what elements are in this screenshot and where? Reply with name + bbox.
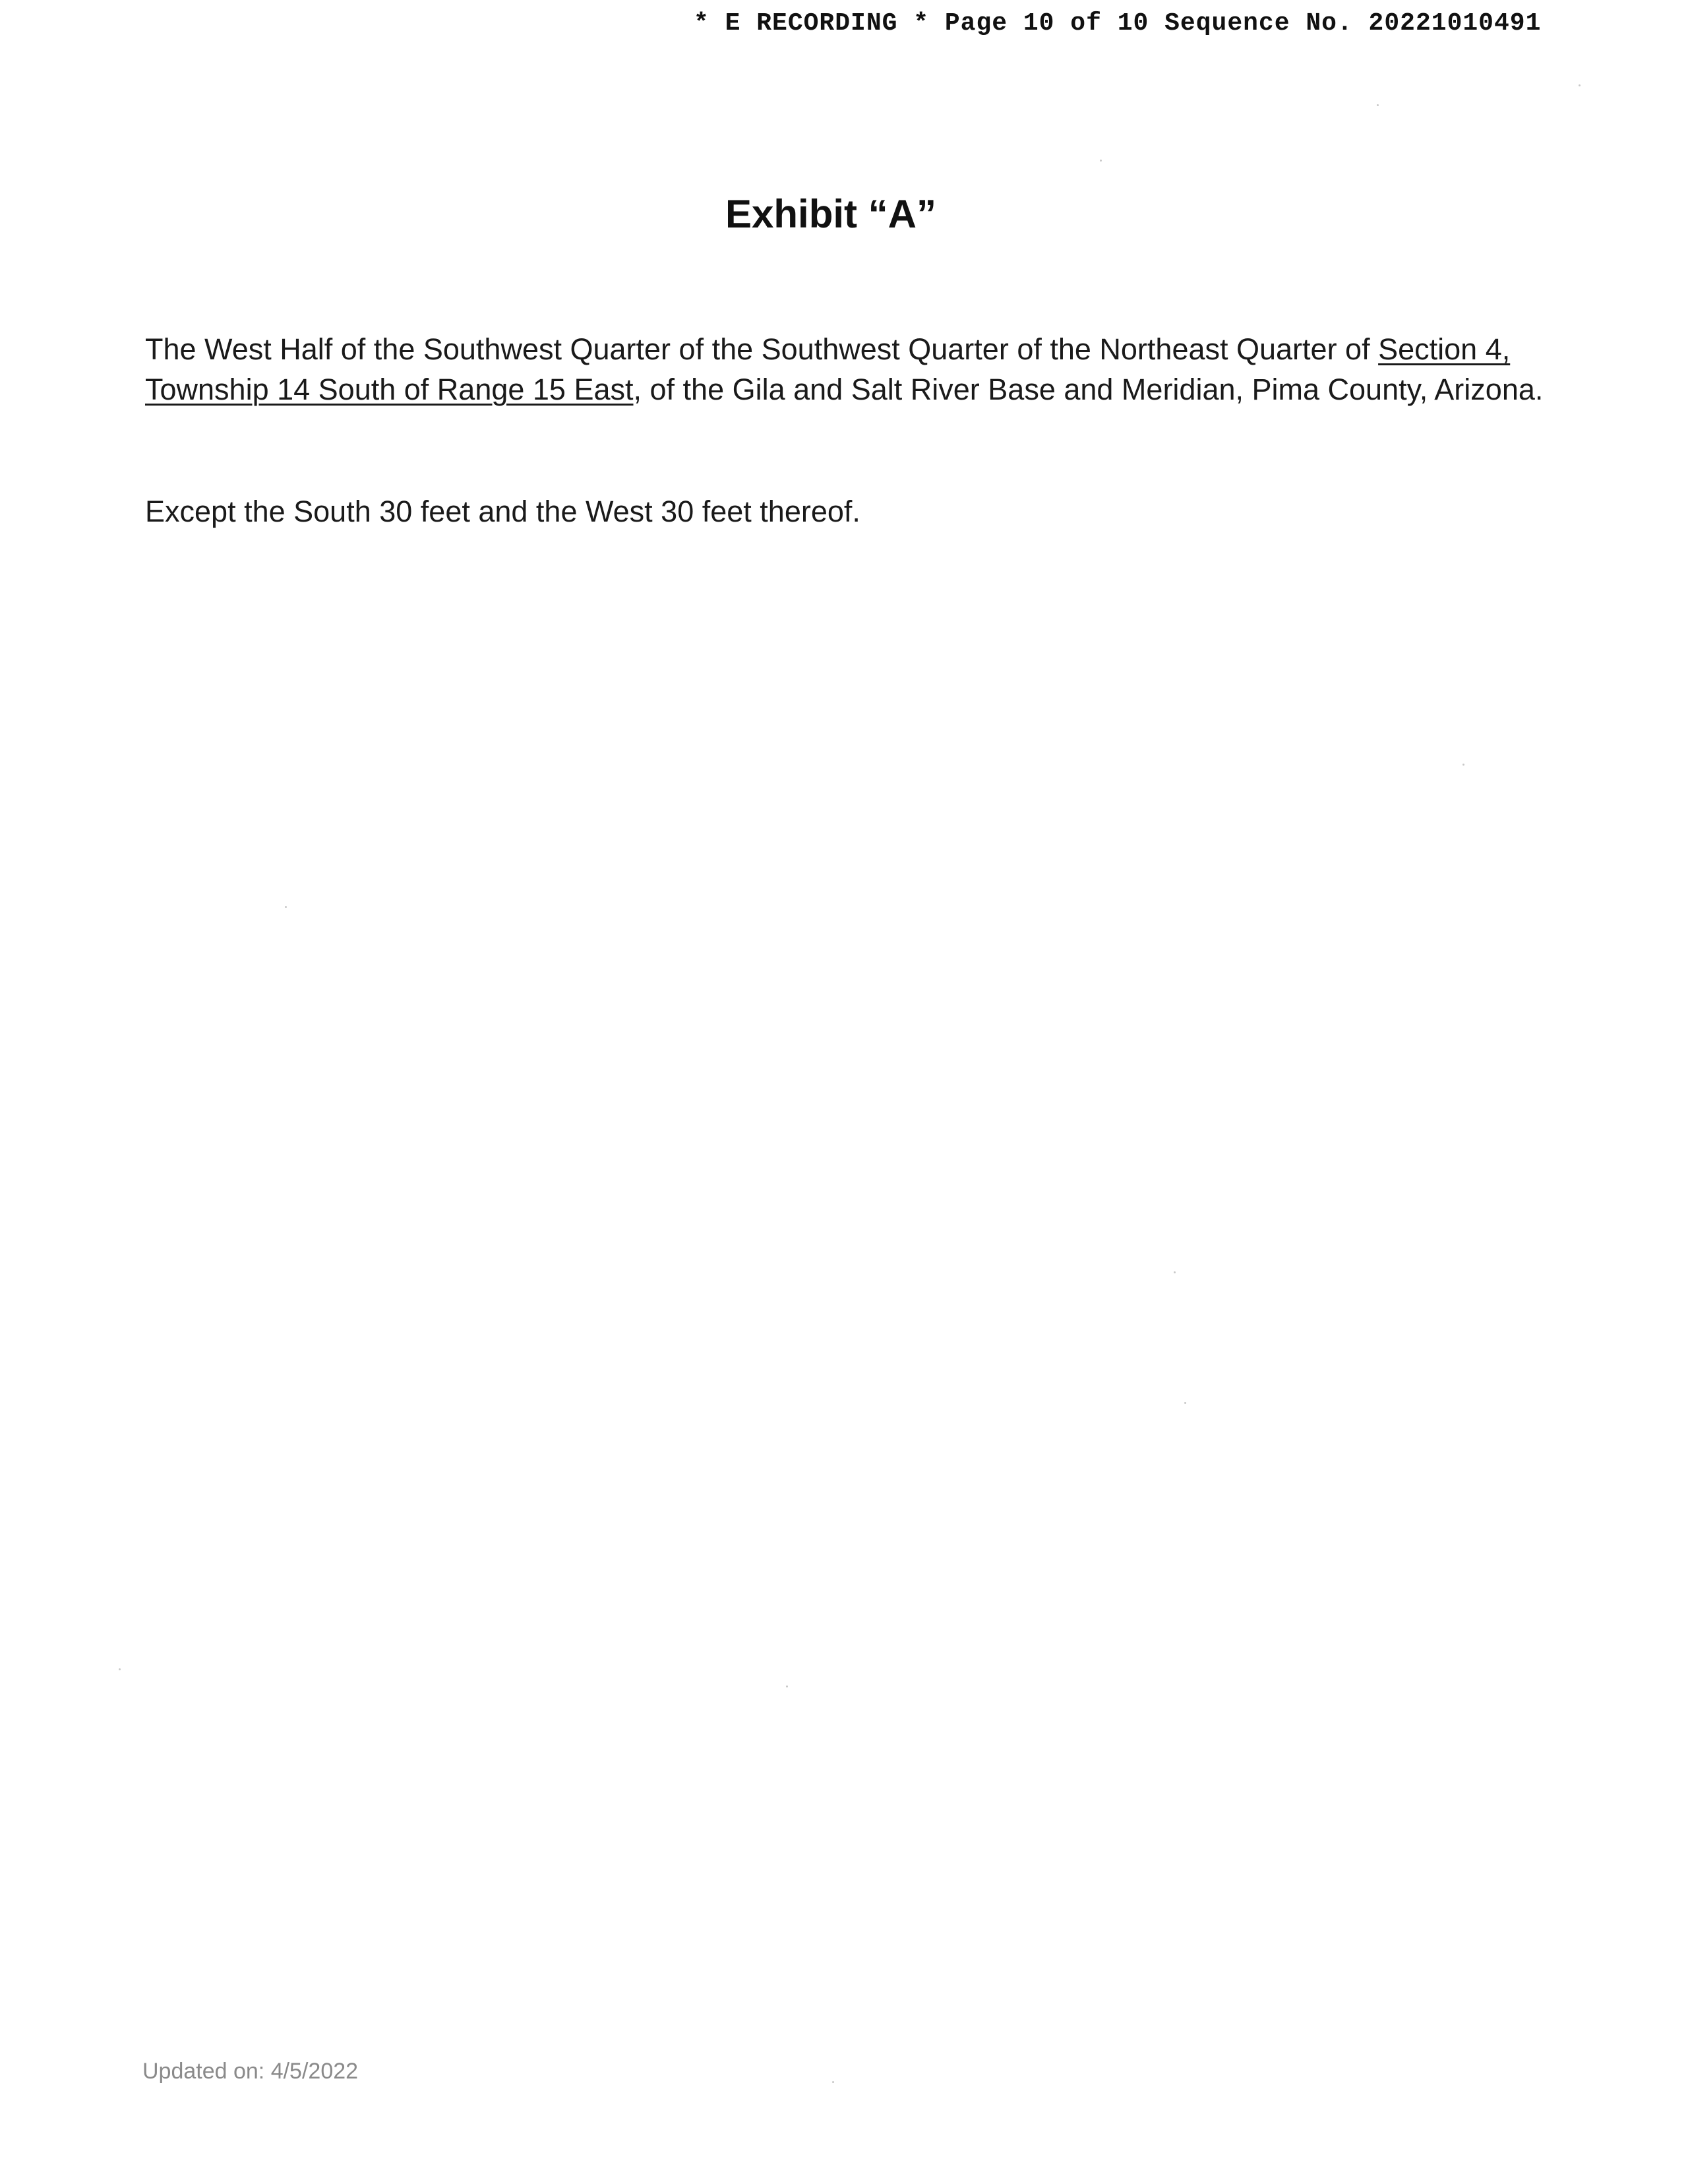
scan-speck: [832, 2081, 834, 2083]
scan-speck: [1579, 84, 1581, 86]
scan-speck: [1184, 1402, 1186, 1404]
scan-speck: [119, 1668, 121, 1670]
scan-speck: [285, 906, 287, 908]
legal-description-tail: , of the Gila and Salt River Base and Meridian, Pima County, Arizona.: [633, 373, 1544, 406]
exception-paragraph: Except the South 30 feet and the West 30 feet thereof.: [145, 495, 860, 528]
legal-description-section-reference: Section 4, Township 14 South of Range 15 East: [145, 332, 1511, 406]
scan-speck: [786, 1685, 788, 1687]
document-title: Exhibit “A”: [725, 192, 936, 236]
scan-speck: [1377, 104, 1379, 106]
legal-description-paragraph: [145, 329, 1550, 410]
scan-speck: [1174, 1271, 1176, 1273]
recording-stamp: * E RECORDING * Page 10 of 10 Sequence No. 20221010491: [694, 9, 1542, 38]
scan-speck: [1462, 764, 1464, 766]
updated-date-footer: Updated on: 4/5/2022: [142, 2059, 359, 2084]
legal-description-lead: The West Half of the Southwest Quarter of the Southwest Quarter of the Northeast Quarter of: [145, 332, 1379, 366]
scan-speck: [1100, 160, 1102, 162]
